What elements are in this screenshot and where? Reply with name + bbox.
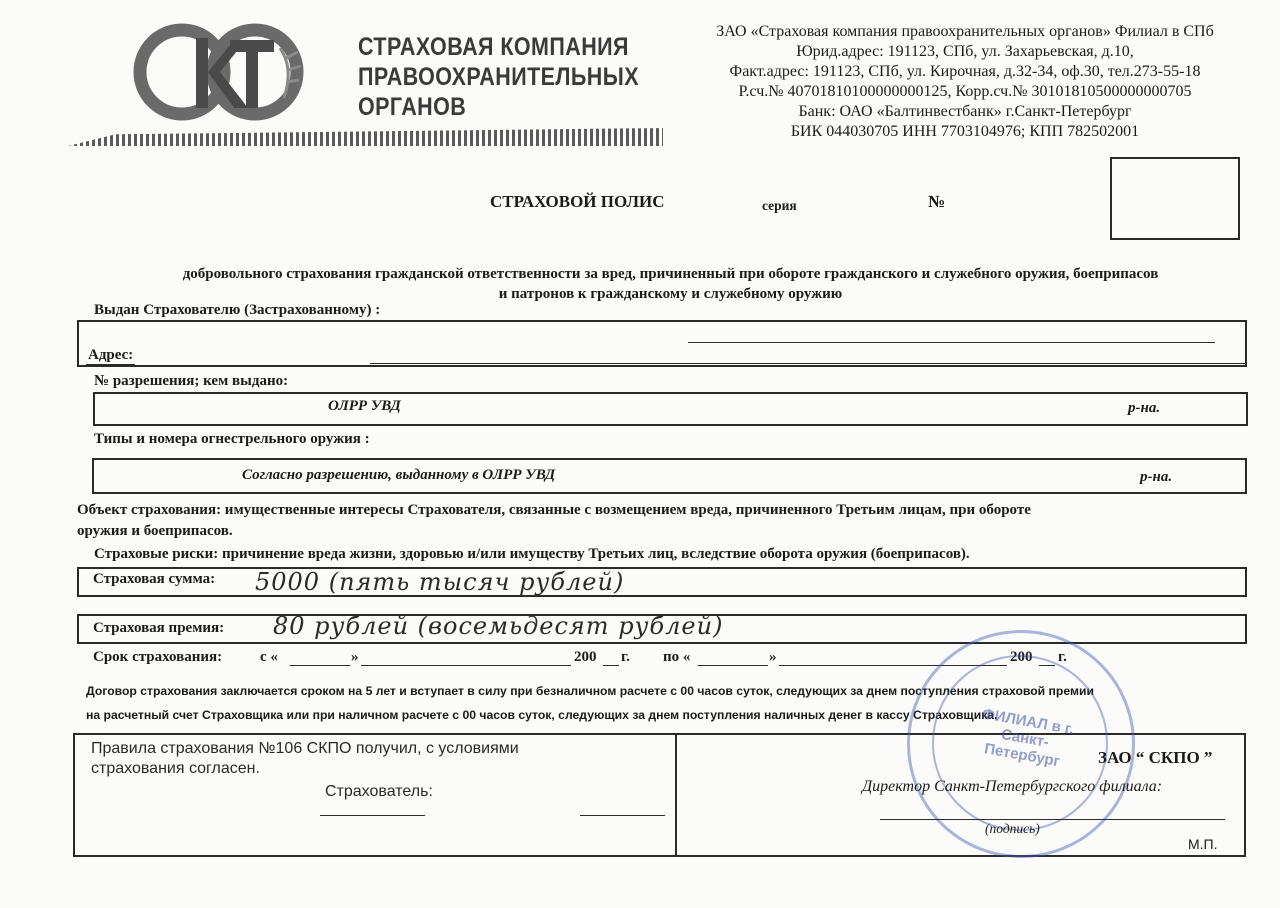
risks-text: Страховые риски: причинение вреда жизни, здоровью и/или имуществу Третьих лиц, вследствие оборота оружия (боеприпасов). [94,546,970,562]
signature-caption: (подпись) [985,821,1040,836]
permit-label: № разрешения; кем выдано: [94,373,289,389]
company-requisites [685,22,1245,142]
number-box [1110,157,1240,240]
address-line [370,363,1245,364]
insurer-signature-line[interactable] [320,815,425,816]
weapons-suffix: р-на. [1140,469,1173,485]
permit-box[interactable] [93,392,1248,426]
requisite-line: Р.сч.№ 40701810100000000125, Корр.сч.№ 30101810500000000705 [738,83,1192,100]
permit-value: ОЛРР УВД [328,398,401,414]
requisite-line: Юрид.адрес: 191123, СПб, ул. Захарьевская, д.10, [796,43,1134,60]
company-short-name: ЗАО “ СКПО ” [1098,748,1213,767]
sum-box[interactable] [77,567,1247,597]
insurer-date-line[interactable] [580,815,665,816]
insured-box[interactable] [77,320,1247,367]
requisite-line: БИК 044030705 ИНН 7703104976; КПП 782502001 [790,123,1140,140]
company-seal: ФИЛИАЛ в г. Санкт-Петербург [907,630,1135,858]
object-text: Объект страхования: имущественные интересы Страхователя, связанные с возмещением вреда, причиненного Третьим лицам, при обороте оружия и боеприпасов. [77,502,1031,539]
weapons-label: Типы и номера огнестрельного оружия : [94,431,370,447]
premium-label: Страховая премия: [93,620,225,636]
requisite-line: Банк: ОАО «Балтинвестбанк» г.Санкт-Петербург [798,103,1132,120]
weapons-value: Согласно разрешению, выданному в ОЛРР УВД [242,467,556,483]
series-label: серия [762,198,797,213]
signature-divider [675,735,677,855]
contract-text: Договор страхования заключается сроком на 5 лет и вступает в силу при безналичном расчете с 00 часов суток, следующих за днем поступления страховой премии на расчетный счет Страховщика или при наличном расчете с 00 часов суток, следующих за днем поступления наличных денег в кассу Страховщика. [86,684,1094,722]
requisite-line: Факт.адрес: 191123, СПб, ул. Кирочная, д.32-34, оф.30, тел.273-55-18 [729,63,1201,80]
premium-handwritten-value: 80 рублей (восемьдесят рублей) [273,612,724,640]
insured-label: Выдан Страхователю (Застрахованному) : [94,302,381,318]
address-label: Адрес: [88,347,134,363]
director-label: Директор Санкт-Петербургского филиала: [862,778,1163,795]
company-name: СТРАХОВАЯ КОМПАНИЯ ПРАВООХРАНИТЕЛЬНЫХ ОРГАНОВ [358,33,640,121]
company-logo [130,18,320,128]
seal-label: М.П. [1188,836,1218,852]
header-band [68,128,663,146]
policy-subtitle: добровольного страхования гражданской ответственности за вред, причиненный при обороте гражданского и служебного оружия, боеприпасов и патронов к гражданскому и служебному оружию [182,266,1159,302]
policy-title: СТРАХОВОЙ ПОЛИС [490,192,665,211]
insured-line [688,342,1215,343]
requisite-line: ЗАО «Страховая компания правоохранительных органов» Филиал в СПб [716,23,1214,40]
term-row: Срок страхования: с « » 200 г. по « » 200 г. [93,649,1067,665]
sum-handwritten-value: 5000 (пять тысяч рублей) [255,568,625,596]
number-label: № [928,192,946,211]
sum-label: Страховая сумма: [93,571,216,587]
director-signature-line[interactable] [880,819,1225,820]
rules-text: Правила страхования №106 СКПО получил, с условиями страхования согласен. [91,740,519,777]
insurer-label: Страхователь: [325,783,433,800]
permit-suffix: р-на. [1128,400,1161,416]
